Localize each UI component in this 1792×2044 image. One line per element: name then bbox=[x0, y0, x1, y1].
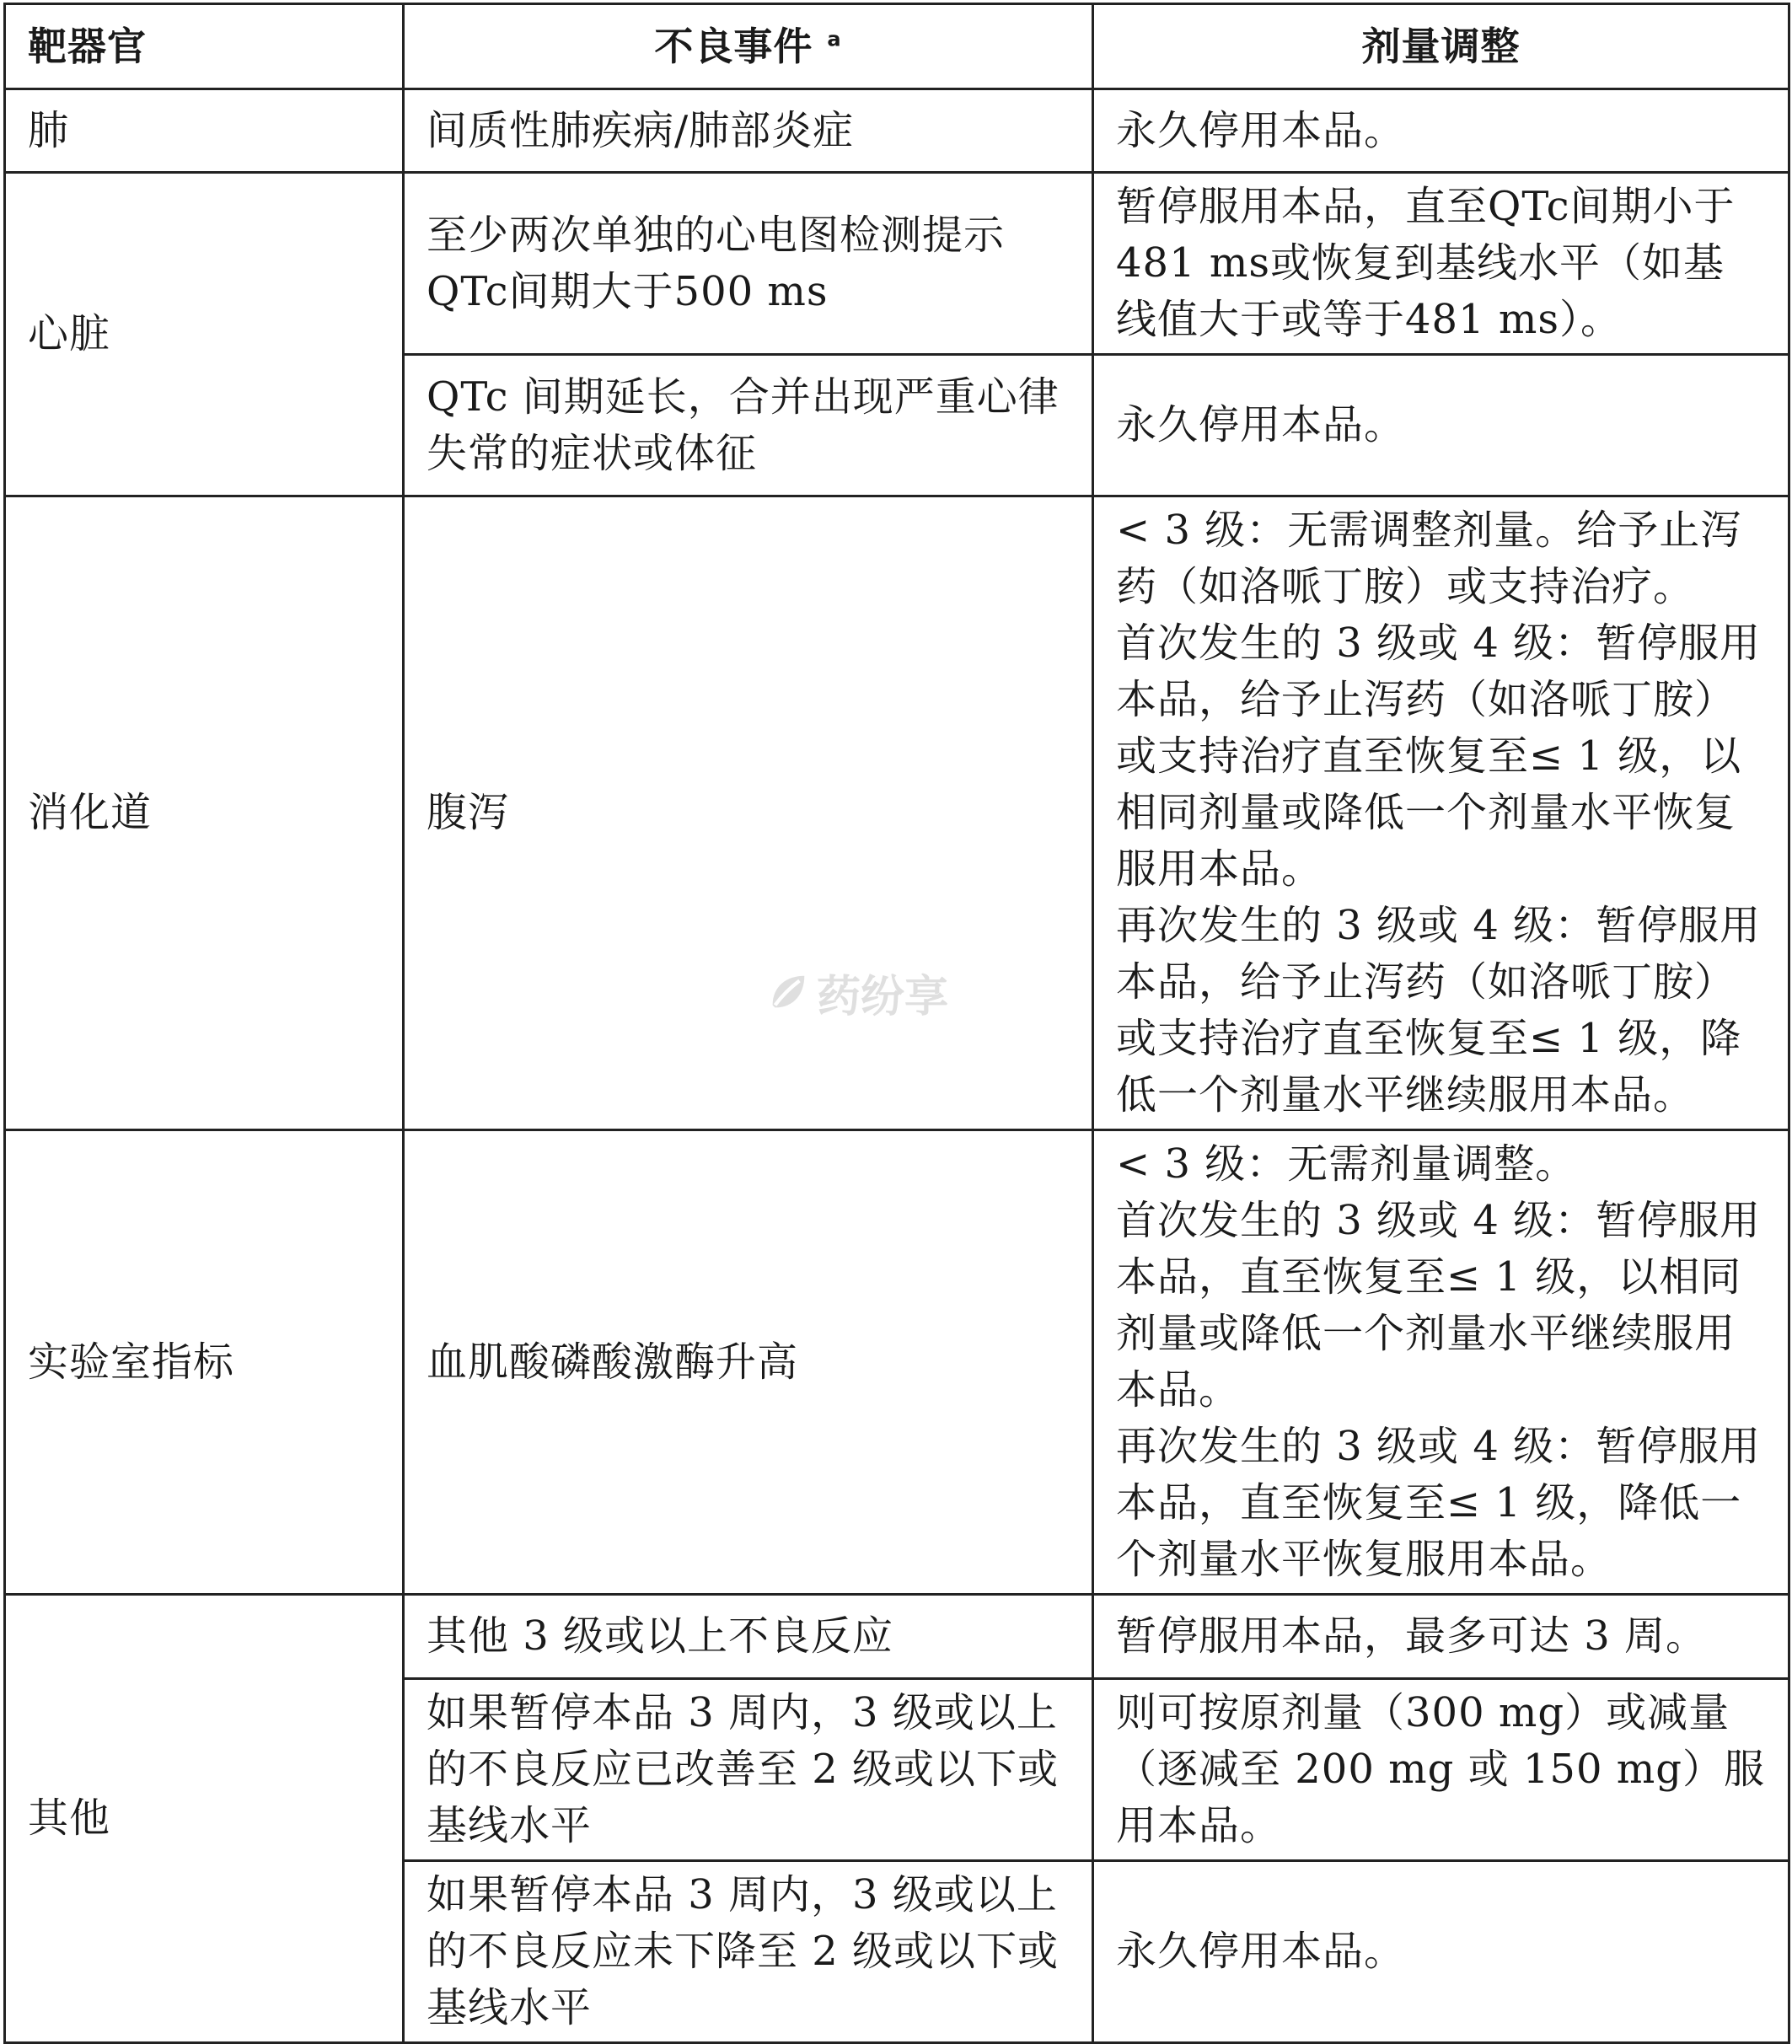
cell-event-lung: 间质性肺疾病/肺部炎症 bbox=[404, 89, 1093, 173]
cell-organ-other: 其他 bbox=[5, 1595, 404, 2043]
cell-event-lab: 血肌酸磷酸激酶升高 bbox=[404, 1130, 1093, 1595]
header-dose: 剂量调整 bbox=[1093, 4, 1789, 89]
cell-dose-lab bbox=[1093, 1130, 1789, 1595]
cell-event-other-improved: 如果暂停本品 3 周内，3 级或以上的不良反应已改善至 2 级或以下或基线水平 bbox=[404, 1679, 1093, 1861]
cell-event-other-grade3: 其他 3 级或以上不良反应 bbox=[404, 1595, 1093, 1679]
cell-event-gi: 腹泻 bbox=[404, 496, 1093, 1130]
cell-organ-lung: 肺 bbox=[5, 89, 404, 173]
cell-event-heart-qtc500: 至少两次单独的心电图检测提示QTc间期大于500 ms bbox=[404, 173, 1093, 355]
cell-dose-other-not-improved: 永久停用本品。 bbox=[1093, 1861, 1789, 2043]
dose-lab-first-grade34: 首次发生的 3 级或 4 级：暂停服用本品，直至恢复至≤ 1 级，以相同剂量或降低一个剂量水平继续服用本品。 bbox=[1116, 1197, 1762, 1414]
table-row-other-1 bbox=[5, 1595, 1789, 1679]
dose-gi-first-grade34: 首次发生的 3 级或 4 级：暂停服用本品，给予止泻药（如洛哌丁胺）或支持治疗直至恢复至≤ 1 级，以相同剂量或降低一个剂量水平恢复服用本品。 bbox=[1116, 620, 1762, 893]
header-row bbox=[5, 4, 1789, 89]
cell-event-other-not-improved: 如果暂停本品 3 周内，3 级或以上的不良反应未下降至 2 级或以下或基线水平 bbox=[404, 1861, 1093, 2043]
cell-dose-lung: 永久停用本品。 bbox=[1093, 89, 1789, 173]
cell-dose-other-grade3: 暂停服用本品，最多可达 3 周。 bbox=[1093, 1595, 1789, 1679]
dose-adjustment-table-wrapper bbox=[3, 3, 1788, 2031]
header-event-label: 不良事件 bbox=[654, 23, 813, 69]
header-organ: 靶器官 bbox=[5, 4, 404, 89]
cell-organ-gi: 消化道 bbox=[5, 496, 404, 1130]
table-row-lab bbox=[5, 1130, 1789, 1595]
cell-organ-heart: 心脏 bbox=[5, 173, 404, 496]
table-row-lung bbox=[5, 89, 1789, 173]
table-row-gi bbox=[5, 496, 1789, 1130]
dose-lab-recurrent-grade34: 再次发生的 3 级或 4 级：暂停服用本品，直至恢复至≤ 1 级，降低一个剂量水平恢复服用本品。 bbox=[1116, 1423, 1762, 1583]
table-row-heart-1 bbox=[5, 173, 1789, 355]
dose-gi-recurrent-grade34: 再次发生的 3 级或 4 级：暂停服用本品，给予止泻药（如洛哌丁胺）或支持治疗直至恢复至≤ 1 级，降低一个剂量水平继续服用本品。 bbox=[1116, 902, 1762, 1119]
header-event bbox=[404, 4, 1093, 89]
dose-gi-below-grade3: < 3 级：无需调整剂量。给予止泻药（如洛哌丁胺）或支持治疗。 bbox=[1116, 507, 1742, 610]
cell-event-heart-arrhythmia: QTc 间期延长，合并出现严重心律失常的症状或体征 bbox=[404, 355, 1093, 496]
cell-organ-lab: 实验室指标 bbox=[5, 1130, 404, 1595]
dose-adjustment-table bbox=[3, 3, 1790, 2044]
header-event-footnote: a bbox=[827, 27, 842, 51]
cell-dose-heart-qtc500: 暂停服用本品，直至QTc间期小于481 ms或恢复到基线水平（如基线值大于或等于481 ms）。 bbox=[1093, 173, 1789, 355]
cell-dose-gi bbox=[1093, 496, 1789, 1130]
watermark-text: 药纷享 bbox=[817, 972, 949, 1022]
cell-dose-heart-arrhythmia: 永久停用本品。 bbox=[1093, 355, 1789, 496]
cell-dose-other-improved: 则可按原剂量（300 mg）或减量（逐减至 200 mg 或 150 mg）服用本品。 bbox=[1093, 1679, 1789, 1861]
dose-lab-below-grade3: < 3 级：无需剂量调整。 bbox=[1116, 1140, 1577, 1188]
